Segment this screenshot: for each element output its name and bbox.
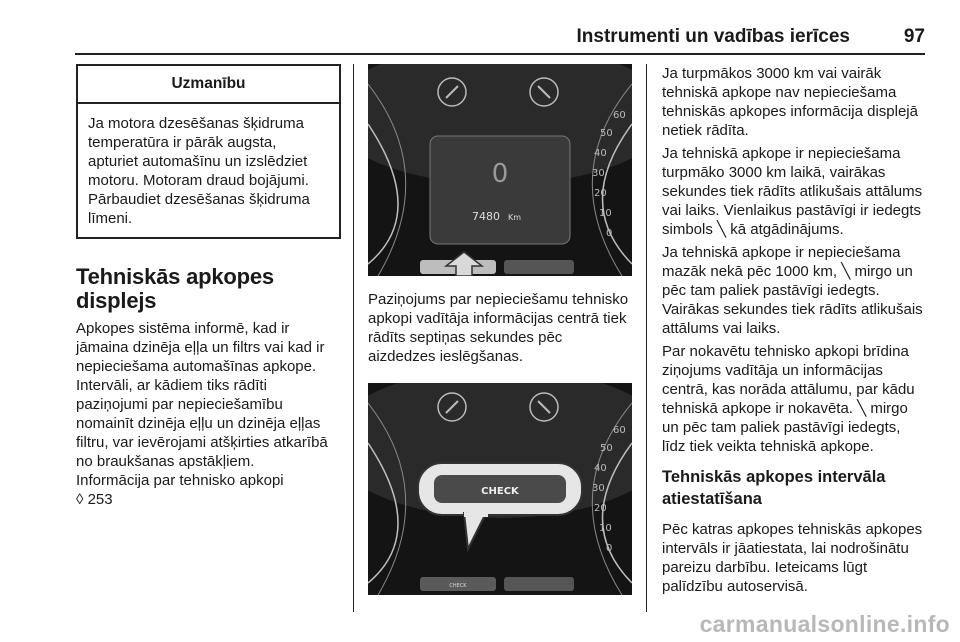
svg-text:60: 60	[613, 110, 626, 121]
svg-text:20: 20	[594, 188, 607, 199]
left-column	[76, 64, 341, 509]
paragraph-4: Par nokavētu tehnisko apkopi brīdina ziņojums vadītāja un informācijas centrā, kas norāda attālumu, par kādu tehniskā apkope ir nokavēta. ╲ mirgo un pēc tam paliek pastāvīgi iedegts, līdz tiek veikta tehniskā apkope.	[662, 343, 915, 455]
header-rule	[75, 53, 925, 55]
odometer-readout: 7480	[472, 210, 500, 223]
svg-text:0: 0	[606, 228, 613, 239]
section-heading: Tehniskās apkopes displejs	[76, 264, 274, 313]
paragraph-3: Ja tehniskā apkope ir nepieciešama mazāk nekā pēc 1000 km, ╲ mirgo un pēc tam paliek pastāvīgi iedegts. Vairākas sekundes tiek rādīts atlikušais attālums vai laiks.	[662, 244, 923, 337]
spanner-icon: ╲	[857, 400, 867, 417]
odometer-unit: Km	[508, 213, 522, 222]
svg-text:0: 0	[606, 543, 613, 554]
caution-box	[76, 64, 341, 239]
svg-text:30: 30	[592, 483, 605, 494]
paragraph-5: Pēc katras apkopes tehniskās apkopes intervāls ir jāatiestata, lai nodrošinātu pareizu darbību. Ieteicams lūgt palīdzību autoservisā.	[662, 521, 923, 595]
svg-text:30: 30	[592, 168, 605, 179]
instrument-cluster-figure-1	[368, 64, 632, 276]
page-number: 97	[903, 26, 925, 47]
page-reference[interactable]: ◊ 253	[76, 491, 113, 508]
svg-text:50: 50	[600, 443, 613, 454]
watermark: carmanualsonline.info	[699, 611, 950, 637]
caution-text: Ja motora dzesēšanas šķidruma temperatūra ir pārāk augsta, apturiet automašīnu un izslēdziet motoru. Motoram draud bojājumi. Pārbaudiet dzesēšanas šķidruma līmeni.	[88, 115, 310, 227]
caution-heading: Uzmanību	[78, 66, 339, 104]
info-link-text: Informācija par tehnisko apkopi	[76, 472, 284, 489]
svg-text:60: 60	[613, 425, 626, 436]
svg-text:10: 10	[599, 523, 612, 534]
speed-readout: 0	[491, 159, 509, 189]
svg-text:10: 10	[599, 208, 612, 219]
paragraph-2: Ja tehniskā apkope ir nepieciešama turpmāko 3000 km laikā, vairākas sekundes tiek rādīts atlikušais attālums vai laiks. Vienlaikus pastāvīgi ir iedegts simbols ╲ kā atgādinājums.	[662, 145, 923, 238]
check-message-label: CHECK	[481, 486, 519, 497]
svg-text:20: 20	[594, 503, 607, 514]
middle-column	[368, 64, 632, 595]
svg-text:50: 50	[600, 128, 613, 139]
spanner-icon: ╲	[717, 221, 727, 238]
paragraph-1: Ja turpmākos 3000 km vai vairāk tehniskā apkope nav nepieciešama tehniskās apkopes informācija displejā netiek rādīta.	[662, 65, 918, 139]
column-divider-right	[646, 64, 647, 612]
column-divider-left	[353, 64, 354, 612]
figure-caption: Paziņojums par nepieciešamu tehnisko apkopi vadītāja informācijas centrā tiek rādīts septiņas sekundes pēc aizdedzes ieslēgšanas.	[368, 291, 629, 365]
section-title: Instrumenti un vadības ierīces	[576, 26, 850, 47]
right-column	[662, 64, 927, 600]
page-header	[75, 24, 925, 54]
svg-text:40: 40	[594, 463, 607, 474]
reset-heading: Tehniskās apkopes intervāla atiestatīšana	[662, 468, 886, 508]
small-check-label: CHECK	[449, 583, 467, 589]
intro-paragraph: Apkopes sistēma informē, kad ir jāmaina dzinēja eļļa un filtrs vai kad ir nepieciešama automašīnas apkope. Intervāli, ar kādiem tiks rādīti paziņojumi par nepieciešamību nomainīt dzinēja eļļu un dzinēja eļļas filtru, var ievērojami atšķirties atkarībā no braukšanas apstākļiem.	[76, 320, 328, 470]
instrument-cluster-figure-2	[368, 383, 632, 595]
svg-text:40: 40	[594, 148, 607, 159]
spanner-icon: ╲	[841, 263, 851, 280]
